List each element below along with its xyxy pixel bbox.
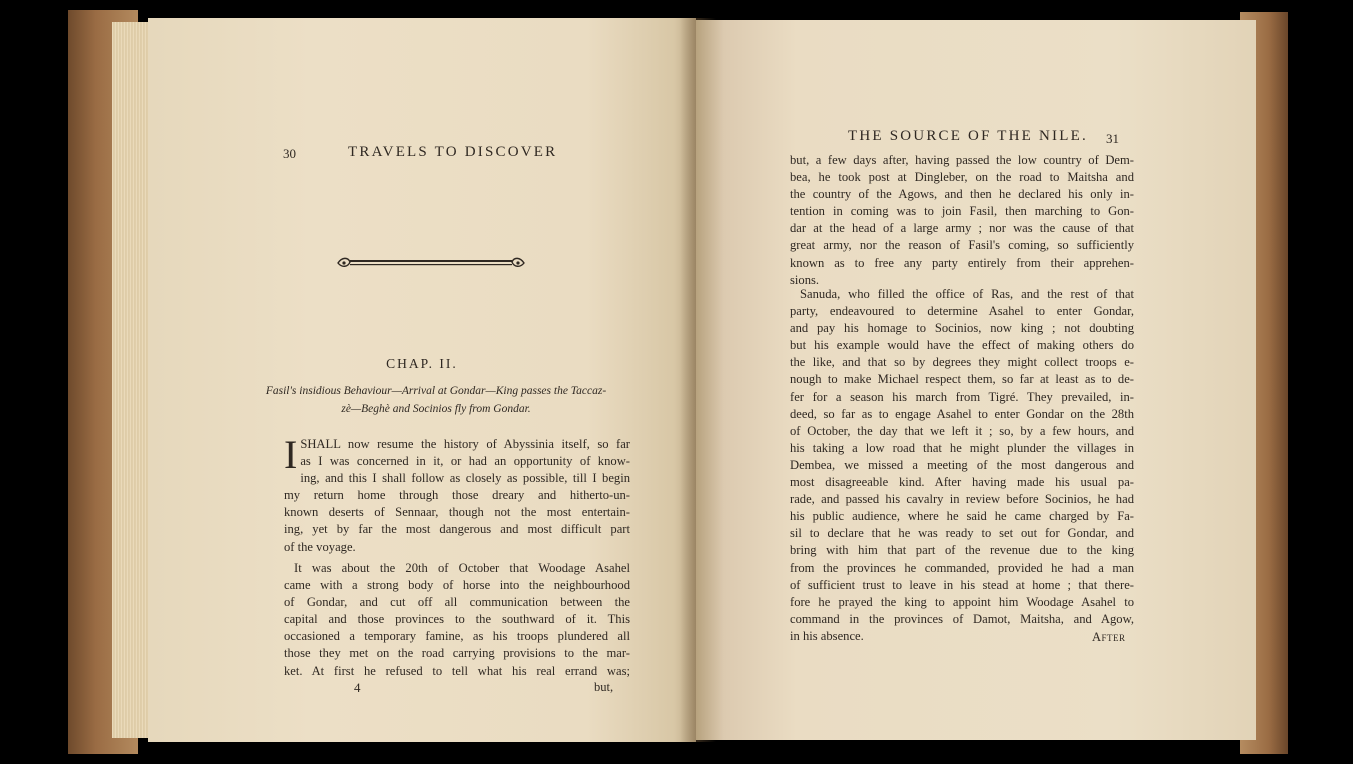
text-line: deed, so far as to engage Asahel to enter Gondar on the 28th — [790, 406, 1134, 421]
text-line: the like, and that so by degrees they might collect troops e- — [790, 355, 1134, 370]
left-page — [148, 18, 696, 742]
text-line: in his absence. — [790, 628, 864, 643]
text-line: of October, the day that we left it ; so, by a few hours, and — [790, 423, 1134, 438]
text-line: fore he prayed the king to appoint him Woodage Asahel to — [790, 594, 1134, 609]
text-line: the country of the Agows, and then he declared his only in- — [790, 187, 1134, 202]
text-line: sil to declare that he was ready to set out for Gondar, and — [790, 526, 1134, 541]
text-line: ket. At first he refused to tell what his real errand was; — [284, 663, 630, 678]
text-line: great army, nor the reason of Fasil's coming, so sufficiently — [790, 238, 1134, 253]
page-edges — [112, 22, 152, 738]
text-line: fer for a season his march from Tigré. They prevailed, in- — [790, 389, 1134, 404]
text-line: Sanuda, who filled the office of Ras, and the rest of that — [800, 287, 1134, 301]
text-line: nough to make Michael respect them, so far at least as to de- — [790, 372, 1134, 387]
text-line: those they met on the road carrying provisions to the mar- — [284, 646, 630, 661]
catchword: After — [1092, 630, 1126, 644]
drop-cap: I — [284, 432, 298, 477]
text-line: known deserts of Sennaar, though not the most entertain- — [284, 505, 630, 520]
text-line: as I was concerned in it, or had an opportunity of know- — [300, 454, 630, 469]
text-line: and pay his homage to Socinios, now king ; not doubting — [790, 321, 1134, 336]
left-paragraph-1 — [284, 432, 630, 556]
text-line: bring with him that part of the revenue due to the king — [790, 543, 1134, 558]
text-line: bea, he took post at Dingleber, on the road to Maitsha and — [790, 170, 1134, 185]
text-line: his public audience, where he said he came charged by Fa- — [790, 509, 1134, 524]
text-line: from the provinces he commanded, provided he had a man — [790, 560, 1134, 575]
chapter-title: CHAP. II. — [386, 356, 458, 371]
text-line: capital and those provinces to the southward of it. This — [284, 612, 630, 627]
text-line: most disagreeable kind. After having made his usual pa- — [790, 475, 1134, 490]
text-line: but his example would have the effect of making others do — [790, 338, 1134, 353]
right-page — [696, 20, 1256, 740]
text-line: known as to free any party entirely from their apprehen- — [790, 255, 1134, 270]
text-line: of the voyage. — [284, 539, 356, 554]
text-line: came with a strong body of horse into the neighbourhood — [284, 578, 630, 593]
right-running-head: THE SOURCE OF THE NILE. — [848, 128, 1088, 144]
text-line: ing, yet by far the most dangerous and most difficult part — [284, 522, 630, 537]
chapter-summary — [256, 382, 616, 418]
text-line: ing, and this I shall follow as closely as possible, till I begin — [300, 471, 630, 486]
catchword: but, — [594, 680, 614, 694]
chapter-ornament — [336, 256, 526, 270]
left-running-head: TRAVELS TO DISCOVER — [348, 144, 558, 160]
summary-line: Fasil's insidious Behaviour—Arrival at Gondar—King passes the Taccaz- — [265, 385, 607, 397]
text-line: SHALL now resume the history of Abyssinia itself, so far — [300, 437, 630, 451]
text-line: command in the provinces of Damot, Maitsha, and Agow, — [790, 611, 1134, 626]
text-line: rade, and passed his cavalry in review before Socinios, he had — [790, 492, 1134, 507]
right-paragraph-1 — [790, 152, 1134, 289]
text-line: his taking a low road that he might plunder the villages in — [790, 440, 1134, 455]
right-paragraph-2 — [790, 286, 1134, 645]
signature-mark: 4 — [354, 680, 361, 695]
left-page-number: 30 — [283, 146, 296, 161]
text-line: party, endeavoured to determine Asahel to enter Gondar, — [790, 304, 1134, 319]
text-line: of sufficient trust to leave in his stead at home ; that there- — [790, 577, 1134, 592]
right-page-number: 31 — [1106, 131, 1119, 146]
left-paragraph-2 — [284, 560, 630, 680]
text-line: dar at the head of a large army ; nor was the cause of that — [790, 221, 1134, 236]
text-line: Dembea, we missed a meeting of the most dangerous and — [790, 457, 1134, 472]
summary-line: zè—Beghè and Socinios fly from Gondar. — [341, 403, 531, 415]
text-line: my return home through those dreary and hitherto-un- — [284, 488, 630, 503]
text-line: tention in coming was to join Fasil, then marching to Gon- — [790, 204, 1134, 219]
text-line: sions. — [790, 272, 820, 287]
text-line: occasioned a temporary famine, as his troops plundered all — [284, 629, 630, 644]
text-line: but, a few days after, having passed the low country of Dem- — [790, 153, 1134, 167]
text-line: It was about the 20th of October that Woodage Asahel — [294, 561, 630, 575]
text-line: of Gondar, and cut off all communication between the — [284, 595, 630, 610]
